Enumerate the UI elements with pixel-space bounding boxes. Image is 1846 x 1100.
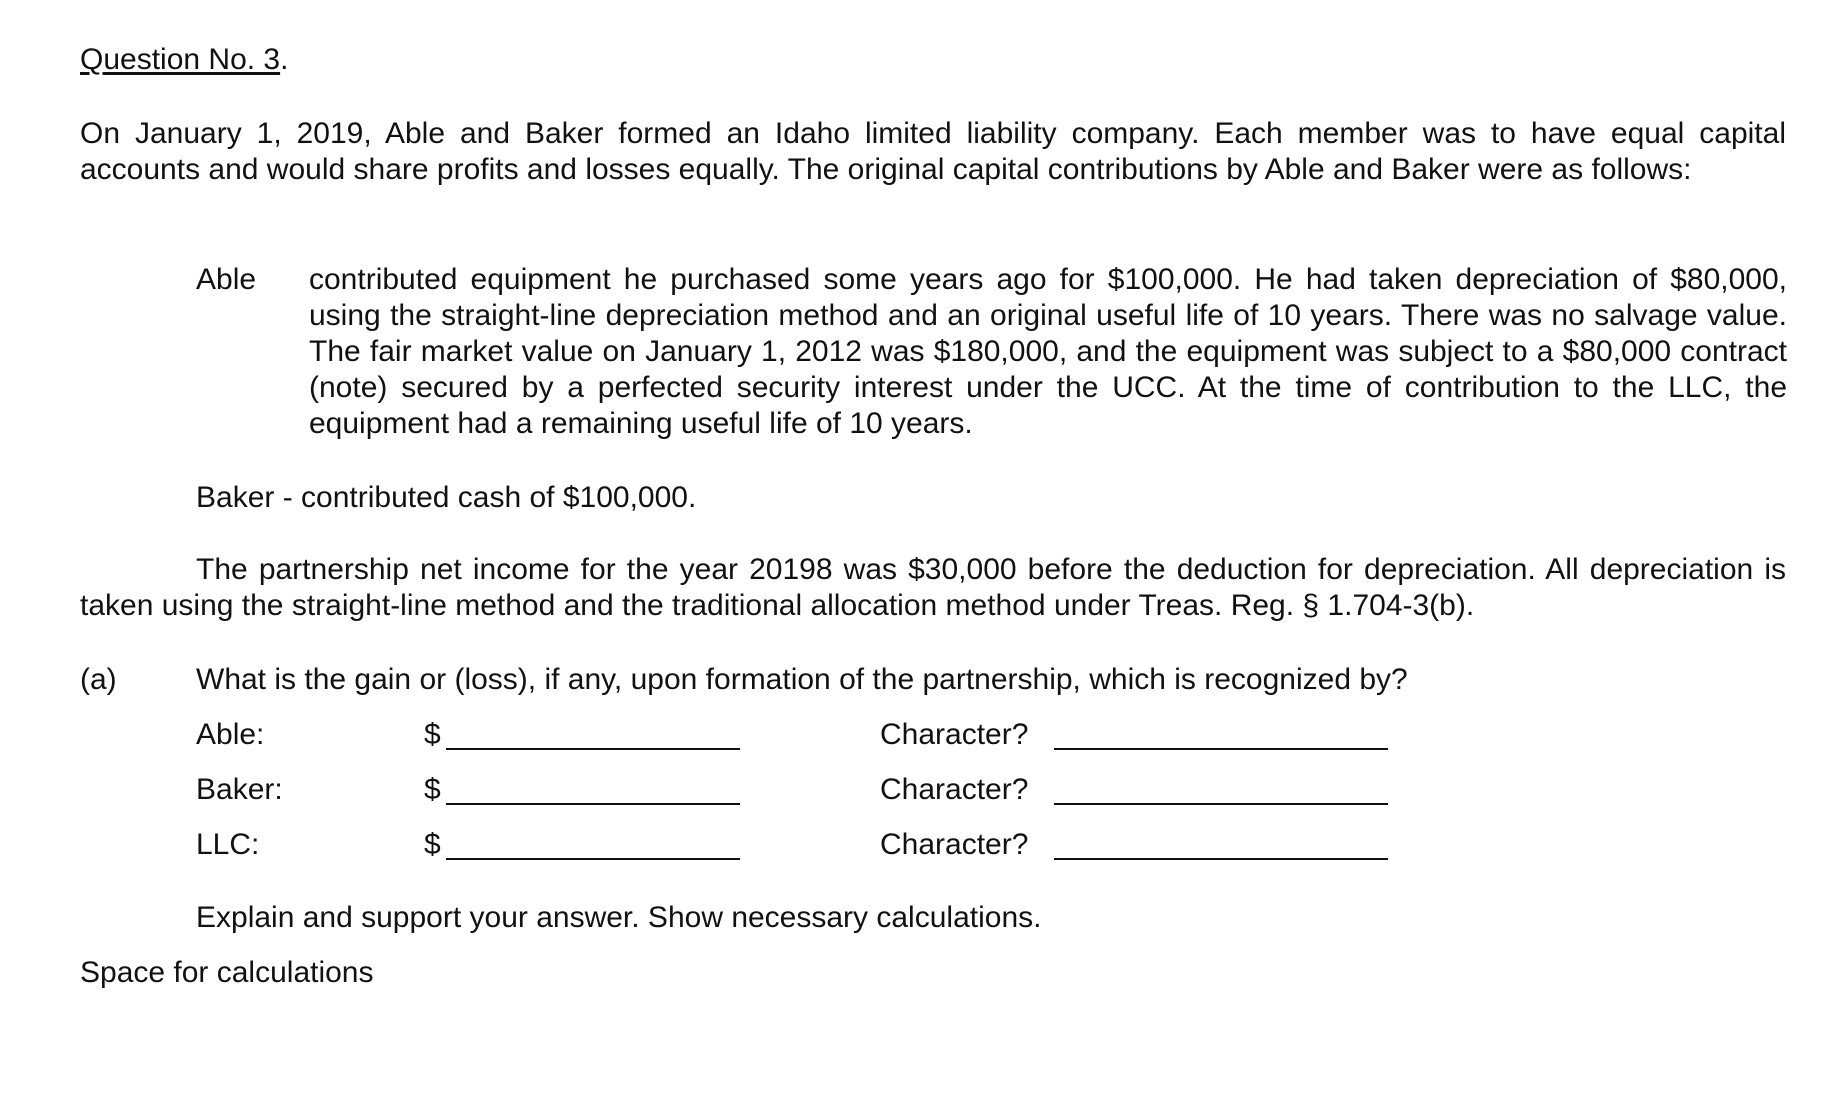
answer-row-able-label: Able: (196, 718, 265, 751)
answer-row-baker-dollar: $ (424, 773, 441, 806)
income-paragraph-text: The partnership net income for the year 20198 was $30,000 before the deduction for depreciation. All depreciation is taken using the straight-line method and the traditional allocation method under Treas. Reg. § 1.704-3(b). (80, 553, 1786, 622)
answer-row-llc-character-blank[interactable] (1054, 858, 1388, 860)
answer-row-baker-label: Baker: (196, 773, 283, 806)
answer-row-able-amount-blank[interactable] (446, 748, 740, 750)
explain-instruction: Explain and support your answer. Show necessary calculations. (196, 901, 1042, 934)
answer-row-llc-amount-blank[interactable] (446, 858, 740, 860)
question-a-label: (a) (80, 663, 117, 696)
answer-row-llc-character-label: Character? (880, 828, 1029, 861)
answer-row-baker-amount-blank[interactable] (446, 803, 740, 805)
answer-row-able-character-blank[interactable] (1054, 748, 1388, 750)
intro-paragraph: On January 1, 2019, Able and Baker formed an Idaho limited liability company. Each member was to have equal capital accounts and would share profits and losses equally. The original capital contributions by Able and Baker were as follows: (80, 117, 1786, 186)
answer-row-able-character-label: Character? (880, 718, 1029, 751)
answer-row-baker-character-label: Character? (880, 773, 1029, 806)
answer-row-llc-dollar: $ (424, 828, 441, 861)
income-paragraph (80, 552, 1786, 624)
answer-row-able-dollar: $ (424, 718, 441, 751)
question-heading (80, 42, 288, 78)
question-a-text: What is the gain or (loss), if any, upon formation of the partnership, which is recognized by? (196, 663, 1408, 696)
able-contribution-text: contributed equipment he purchased some years ago for $100,000. He had taken depreciation of $80,000, using the straight-line depreciation method and an original useful life of 10 years. There was no salvage value. The fair market value on January 1, 2012 was $180,000, and the equipment was subject to a $80,000 contract (note) secured by a perfected security interest under the UCC. At the time of contribution to the LLC, the equipment had a remaining useful life of 10 years. (309, 263, 1787, 440)
question-title-period: . (280, 43, 289, 76)
answer-row-llc-label: LLC: (196, 828, 260, 861)
question-title: Question No. 3 (80, 43, 281, 76)
space-for-calculations-label: Space for calculations (80, 956, 374, 989)
baker-contribution-line: Baker - contributed cash of $100,000. (196, 481, 697, 514)
answer-row-baker-character-blank[interactable] (1054, 803, 1388, 805)
able-label: Able (196, 263, 257, 296)
